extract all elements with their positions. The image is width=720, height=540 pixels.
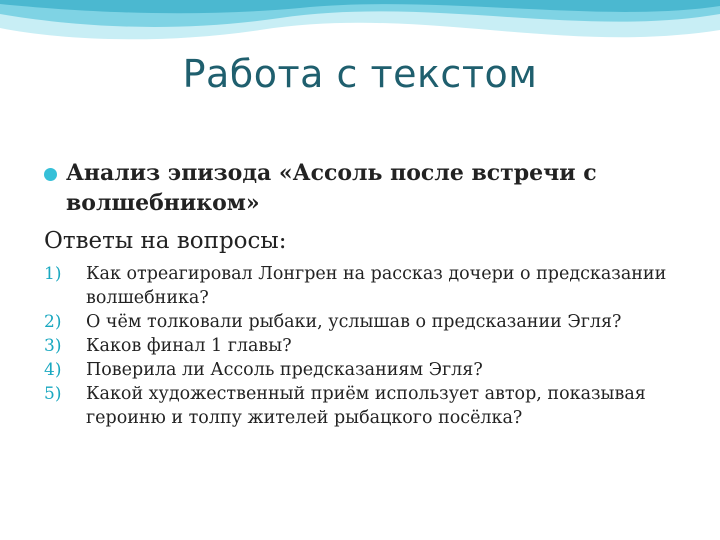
question-number: 1) <box>44 264 62 284</box>
slide-title: Работа с текстом <box>182 52 538 96</box>
question-item <box>44 262 684 310</box>
question-text: Каков финал 1 главы? <box>86 336 292 356</box>
question-item <box>44 310 684 334</box>
answers-heading: Ответы на вопросы: <box>44 228 287 254</box>
questions-list <box>44 262 684 430</box>
question-number: 4) <box>44 360 62 380</box>
bullet-text: Анализ эпизода «Ассоль после встречи с волшебником» <box>66 160 597 216</box>
question-item <box>44 382 684 430</box>
question-text: Какой художественный приём использует автор, показывая героиню и толпу жителей рыбацкого посёлка? <box>86 384 646 428</box>
bullet-block <box>44 158 684 218</box>
question-item <box>44 334 684 358</box>
bullet-item <box>44 158 684 218</box>
question-text: Поверила ли Ассоль предсказаниям Эгля? <box>86 360 483 380</box>
question-text: О чём толковали рыбаки, услышав о предсказании Эгля? <box>86 312 622 332</box>
question-number: 2) <box>44 312 62 332</box>
question-item <box>44 358 684 382</box>
bullet-dot-icon <box>44 168 57 181</box>
question-number: 3) <box>44 336 62 356</box>
question-number: 5) <box>44 384 62 404</box>
question-text: Как отреагировал Лонгрен на рассказ дочери о предсказании волшебника? <box>86 264 667 308</box>
